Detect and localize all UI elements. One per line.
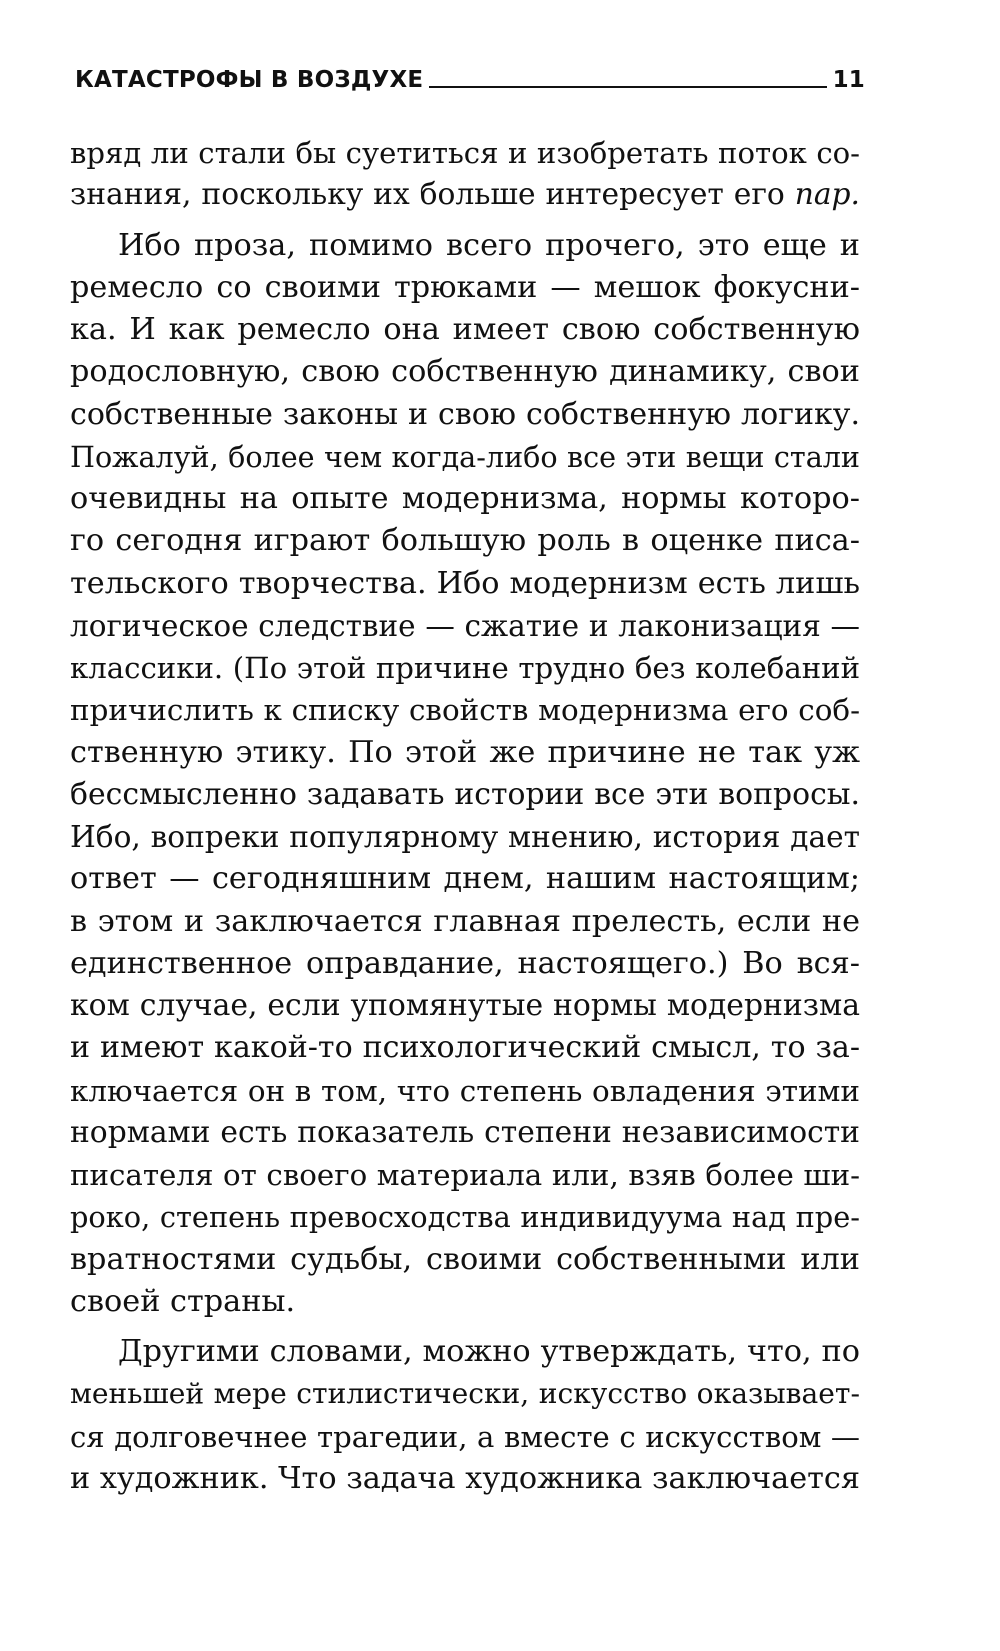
text-line: своей страны. <box>70 1283 296 1319</box>
text-line: очевидны на опыте модернизма, нормы которо- <box>70 481 860 516</box>
text-line: вряд ли стали бы суетиться и изобретать поток со- <box>70 136 860 170</box>
text-line: собственные законы и свою собственную логику. <box>70 396 860 432</box>
text-line: роко, степень превосходства индивидуума над пре- <box>70 1200 860 1235</box>
paragraph-gap <box>70 1323 860 1331</box>
page-number: 11 <box>832 67 865 93</box>
italic-word: пар. <box>794 177 860 213</box>
text-line: го сегодня играют большую роль в оценке писа- <box>70 523 860 559</box>
text-line: классики. (По этой причине трудно без колебаний <box>70 651 860 685</box>
text-line: Ибо, вопреки популярному мнению, история дает <box>70 820 860 854</box>
text-line: Пожалуй, более чем когда-либо все эти вещи стали <box>70 439 860 474</box>
text-line: в этом и заключается главная прелесть, если не <box>70 903 860 939</box>
text-line: причислить к списку свойств модернизма его соб- <box>70 693 860 728</box>
text-line: нормами есть показатель степени независимости <box>70 1114 860 1150</box>
text-line: ключается он в том, что степень овладения этими <box>70 1073 860 1108</box>
running-head <box>75 58 865 92</box>
text-line: ремесло со своими трюками — мешок фокусни- <box>70 269 860 305</box>
text-line: единственное оправдание, настоящего.) Во вся- <box>70 945 860 981</box>
text-line: ственную этику. По этой же причине не так уж <box>70 734 860 770</box>
text-line: ответ — сегодняшним днем, нашим настоящим; <box>70 861 860 897</box>
text-line-main: знания, поскольку их больше интересует его <box>70 177 785 213</box>
header-rule <box>429 86 826 88</box>
paragraph-gap <box>70 217 860 225</box>
text-line: меньшей мере стилистически, искусство оказывает- <box>70 1377 860 1411</box>
text-line: вратностями судьбы, своими собственными или <box>70 1241 860 1277</box>
text-line <box>70 174 860 216</box>
text-line: ком случае, если упомянутые нормы модернизма <box>70 988 860 1023</box>
text-line: Ибо проза, помимо всего прочего, это еще и <box>118 227 860 263</box>
text-line: бессмысленно задавать истории все эти вопросы. <box>70 776 860 812</box>
text-line: и имеют какой-то психологический смысл, то за- <box>70 1030 860 1066</box>
text-line: ка. И как ремесло она имеет свою собственную <box>70 312 860 347</box>
body-text <box>70 132 860 1500</box>
text-line: писателя от своего материала или, взяв более ши- <box>70 1158 860 1192</box>
text-line: и художник. Что задача художника заключается <box>70 1460 860 1496</box>
text-line: родословную, свою собственную динамику, свои <box>70 354 860 390</box>
text-line: логическое следствие — сжатие и лаконизация — <box>70 608 860 643</box>
running-title: КАТАСТРОФЫ В ВОЗДУХЕ <box>75 67 424 93</box>
text-line: ся долговечнее трагедии, а вместе с искусством — <box>70 1419 860 1454</box>
text-line: тельского творчества. Ибо модернизм есть лишь <box>70 565 860 601</box>
text-line: Другими словами, можно утверждать, что, по <box>118 1334 860 1369</box>
